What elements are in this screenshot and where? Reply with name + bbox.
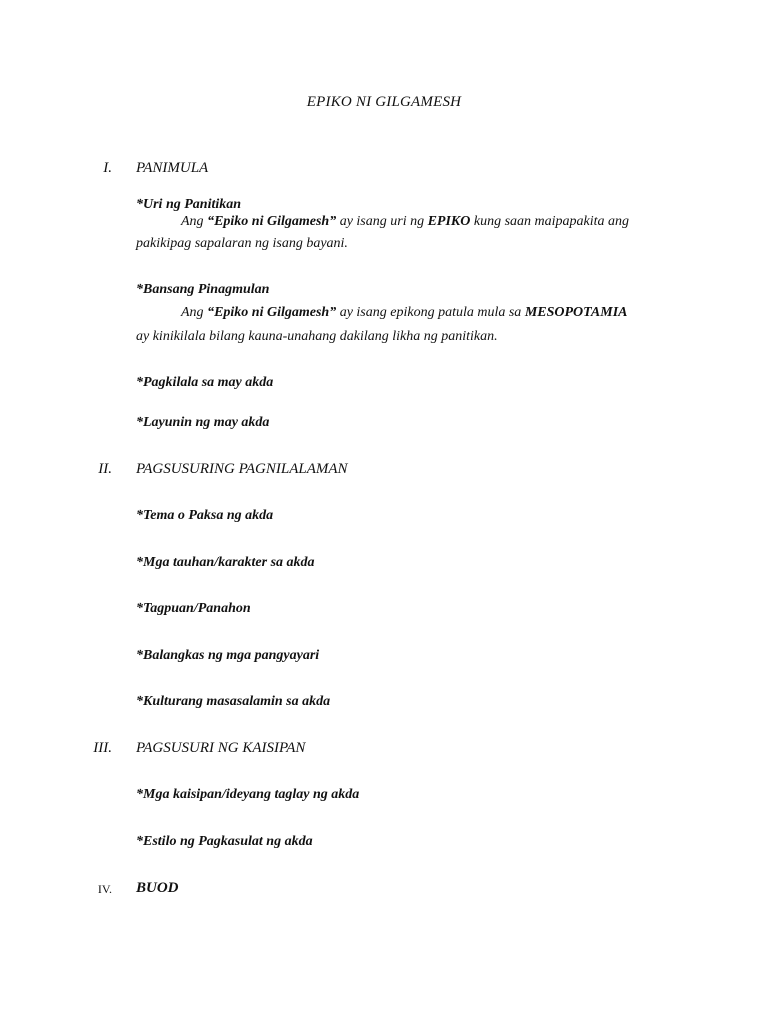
section-numeral-2: II. — [98, 461, 112, 477]
subheading-uri-ng-panitikan: *Uri ng Panitikan — [136, 197, 242, 212]
subheading-tauhan: *Mga tauhan/karakter sa akda — [136, 555, 315, 570]
section-heading-pagsusuri-ng-kaisipan: PAGSUSURI NG KAISIPAN — [136, 740, 306, 756]
section-heading-pagsusuring-pagnilalaman: PAGSUSURING PAGNILALAMAN — [136, 461, 348, 477]
subheading-bansang-pinagmulan: *Bansang Pinagmulan — [136, 282, 270, 297]
section-numeral-3: III. — [93, 740, 112, 756]
section-heading-buod: BUOD — [136, 880, 179, 896]
document-title: EPIKO NI GILGAMESH — [306, 94, 462, 110]
paragraph-uri-ng-panitikan: Ang “Epiko ni Gilgamesh” ay isang uri ng EPIKO kung saan maipapakita ang pakikipag sapalaran ng isang bayani. — [136, 214, 630, 251]
subheading-estilo: *Estilo ng Pagkasulat ng akda — [136, 834, 313, 849]
subheading-tema: *Tema o Paksa ng akda — [136, 508, 274, 523]
section-heading-panimula: PANIMULA — [136, 160, 209, 176]
subheading-kultura: *Kulturang masasalamin sa akda — [136, 694, 331, 709]
section-numeral-1: I. — [103, 160, 112, 176]
subheading-layunin: *Layunin ng may akda — [136, 415, 270, 430]
subheading-balangkas: *Balangkas ng mga pangyayari — [136, 648, 320, 663]
paragraph-bansang-pinagmulan: Ang “Epiko ni Gilgamesh” ay isang epikong patula mula sa MESOPOTAMIA — [181, 305, 628, 320]
paragraph-bansang-pinagmulan-line2: ay kinikilala bilang kauna-unahang dakilang likha ng panitikan. — [136, 329, 498, 344]
section-numeral-4: IV. — [97, 882, 112, 896]
subheading-pagkilala: *Pagkilala sa may akda — [136, 375, 274, 390]
subheading-kaisipan: *Mga kaisipan/ideyang taglay ng akda — [136, 787, 360, 802]
subheading-tagpuan: *Tagpuan/Panahon — [136, 601, 251, 616]
